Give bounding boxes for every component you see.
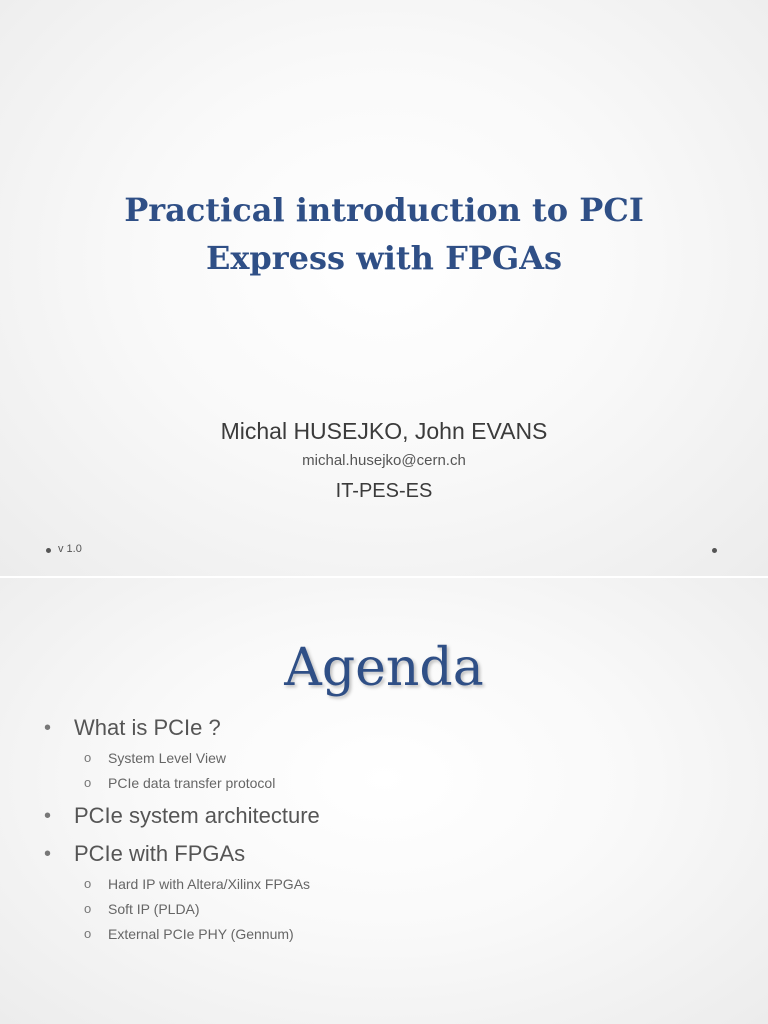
- circle-bullet-icon: o: [84, 750, 92, 765]
- circle-bullet-icon: o: [84, 926, 92, 941]
- slide-title: [0, 186, 768, 282]
- footer-bullet-icon: [712, 548, 717, 553]
- circle-bullet-icon: o: [84, 775, 92, 790]
- footer-bullet-icon: [46, 548, 51, 553]
- bullet-icon: •: [44, 805, 52, 827]
- title-line-2: Express with FPGAs: [205, 239, 563, 277]
- agenda-title: Agenda: [284, 638, 484, 698]
- agenda-subitem-label: Hard IP with Altera/Xilinx FPGAs: [108, 876, 311, 892]
- department: IT-PES-ES: [335, 480, 433, 502]
- agenda-item: [40, 802, 748, 830]
- agenda-subitem: [40, 924, 748, 944]
- author-names: Michal HUSEJKO, John EVANS: [220, 418, 548, 444]
- circle-bullet-icon: o: [84, 876, 92, 891]
- agenda-item: [40, 840, 748, 868]
- agenda-item-label: PCIe system architecture: [74, 803, 320, 828]
- title-line-1: Practical introduction to PCI: [124, 191, 644, 229]
- agenda-item: [40, 714, 748, 742]
- bullet-icon: •: [44, 717, 52, 739]
- agenda-subitem-label: System Level View: [108, 750, 227, 766]
- agenda-subitem: [40, 874, 748, 894]
- agenda-subitem-label: Soft IP (PLDA): [108, 901, 200, 917]
- agenda-item-label: What is PCIe ?: [74, 715, 221, 740]
- agenda-item-label: PCIe with FPGAs: [74, 841, 246, 866]
- agenda-subitem: [40, 899, 748, 919]
- agenda-subitem-label: External PCIe PHY (Gennum): [108, 926, 294, 942]
- agenda-list: [40, 714, 748, 949]
- agenda-subitem-label: PCIe data transfer protocol: [108, 775, 276, 791]
- agenda-subitem: [40, 748, 748, 768]
- version-label: v 1.0: [58, 543, 82, 555]
- circle-bullet-icon: o: [84, 901, 92, 916]
- agenda-subitem: [40, 773, 748, 793]
- bullet-icon: •: [44, 843, 52, 865]
- author-email: michal.husejko@cern.ch: [302, 452, 466, 469]
- agenda-slide: [0, 578, 768, 1024]
